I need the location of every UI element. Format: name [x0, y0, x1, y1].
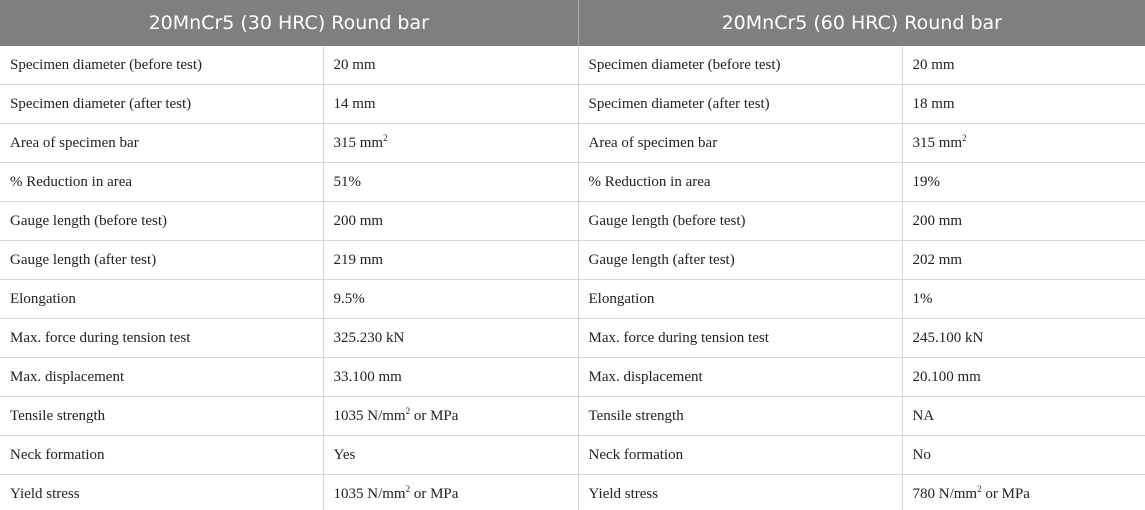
- value-30hrc-text: 200 mm: [333, 212, 384, 229]
- label-60hrc: [578, 124, 902, 163]
- superscript: 2: [977, 483, 982, 494]
- superscript: 2: [962, 132, 967, 143]
- value-30hrc: [323, 202, 578, 241]
- label-30hrc: [0, 280, 323, 319]
- value-30hrc: [323, 319, 578, 358]
- value-60hrc: [902, 358, 1145, 397]
- label-60hrc: [578, 319, 902, 358]
- label-60hrc-text: Tensile strength: [588, 407, 684, 424]
- label-60hrc: [578, 163, 902, 202]
- label-30hrc: [0, 241, 323, 280]
- unit-suffix: or MPa: [981, 485, 1030, 502]
- value-60hrc: [902, 124, 1145, 163]
- label-30hrc-text: Area of specimen bar: [10, 134, 139, 151]
- value-30hrc: [323, 475, 578, 510]
- value-30hrc-text: 33.100 mm: [333, 368, 402, 385]
- value-30hrc: [323, 85, 578, 124]
- label-60hrc: [578, 85, 902, 124]
- value-30hrc-text: 1035 N/mm: [333, 485, 406, 502]
- value-60hrc: [902, 319, 1145, 358]
- label-30hrc-text: Gauge length (after test): [10, 251, 157, 268]
- value-60hrc-text: 315 mm: [912, 134, 963, 151]
- label-30hrc: [0, 124, 323, 163]
- value-60hrc: [902, 436, 1145, 475]
- value-60hrc-text: 245.100 kN: [912, 329, 984, 346]
- value-30hrc-text: 219 mm: [333, 251, 384, 268]
- label-60hrc: [578, 436, 902, 475]
- label-30hrc: [0, 475, 323, 510]
- table-row: [0, 85, 1145, 124]
- value-30hrc: [323, 163, 578, 202]
- value-60hrc: [902, 397, 1145, 436]
- value-60hrc-text: 18 mm: [912, 95, 955, 112]
- unit-suffix: or MPa: [410, 407, 459, 424]
- value-30hrc: [323, 241, 578, 280]
- value-30hrc: [323, 124, 578, 163]
- label-30hrc-text: % Reduction in area: [10, 173, 133, 190]
- value-60hrc: [902, 46, 1145, 85]
- label-60hrc: [578, 475, 902, 510]
- table-row: [0, 319, 1145, 358]
- label-60hrc: [578, 202, 902, 241]
- value-60hrc-text: No: [912, 446, 931, 463]
- value-60hrc-text: 1%: [912, 290, 933, 307]
- label-60hrc-text: Specimen diameter (after test): [588, 95, 770, 112]
- value-30hrc-text: 14 mm: [333, 95, 376, 112]
- value-60hrc-text: 19%: [912, 173, 941, 190]
- superscript: 2: [383, 132, 388, 143]
- table-row: [0, 202, 1145, 241]
- label-60hrc-text: Max. force during tension test: [588, 329, 769, 346]
- table-row: [0, 163, 1145, 202]
- value-60hrc-text: NA: [912, 407, 935, 424]
- label-30hrc-text: Neck formation: [10, 446, 105, 463]
- value-60hrc: [902, 241, 1145, 280]
- unit-suffix: or MPa: [410, 485, 459, 502]
- value-30hrc: [323, 280, 578, 319]
- value-60hrc-text: 20.100 mm: [912, 368, 981, 385]
- value-60hrc: [902, 475, 1145, 510]
- label-30hrc: [0, 358, 323, 397]
- label-30hrc: [0, 46, 323, 85]
- label-60hrc-text: Max. displacement: [588, 368, 703, 385]
- label-30hrc: [0, 397, 323, 436]
- table-row: [0, 46, 1145, 85]
- label-60hrc: [578, 397, 902, 436]
- value-30hrc-text: 1035 N/mm: [333, 407, 406, 424]
- table-body: [0, 46, 1145, 510]
- value-60hrc-text: 780 N/mm: [912, 485, 978, 502]
- value-30hrc: [323, 358, 578, 397]
- superscript: 2: [405, 405, 411, 416]
- label-60hrc-text: Elongation: [588, 290, 655, 307]
- value-60hrc: [902, 280, 1145, 319]
- value-30hrc-text: 20 mm: [333, 56, 376, 73]
- superscript: 2: [405, 483, 411, 494]
- value-30hrc-text: 325.230 kN: [333, 329, 405, 346]
- table-row: [0, 436, 1145, 475]
- label-60hrc-text: Specimen diameter (before test): [588, 56, 781, 73]
- table-row: [0, 124, 1145, 163]
- header-30hrc: 20MnCr5 (30 HRC) Round bar: [0, 0, 578, 46]
- label-30hrc: [0, 85, 323, 124]
- label-30hrc-text: Yield stress: [10, 485, 80, 502]
- label-60hrc-text: Yield stress: [588, 485, 659, 502]
- label-30hrc-text: Gauge length (before test): [10, 212, 168, 229]
- value-60hrc-text: 202 mm: [912, 251, 963, 268]
- label-30hrc-text: Max. displacement: [10, 368, 125, 385]
- label-30hrc: [0, 202, 323, 241]
- value-30hrc-text: 315 mm: [333, 134, 384, 151]
- label-30hrc-text: Max. force during tension test: [10, 329, 191, 346]
- label-60hrc-text: % Reduction in area: [588, 173, 711, 190]
- value-60hrc-text: 200 mm: [912, 212, 963, 229]
- header-60hrc: 20MnCr5 (60 HRC) Round bar: [578, 0, 1145, 46]
- value-30hrc: [323, 397, 578, 436]
- label-30hrc: [0, 319, 323, 358]
- value-30hrc-text: 9.5%: [333, 290, 365, 307]
- table-row: [0, 358, 1145, 397]
- label-60hrc: [578, 241, 902, 280]
- label-30hrc-text: Specimen diameter (before test): [10, 56, 202, 73]
- value-30hrc-text: Yes: [333, 446, 356, 463]
- header-row: [0, 0, 1145, 46]
- table-row: [0, 280, 1145, 319]
- table-row: [0, 397, 1145, 436]
- value-30hrc: [323, 46, 578, 85]
- table-row: [0, 475, 1145, 510]
- value-60hrc: [902, 202, 1145, 241]
- label-30hrc-text: Specimen diameter (after test): [10, 95, 192, 112]
- label-60hrc-text: Gauge length (after test): [588, 251, 735, 268]
- label-30hrc: [0, 436, 323, 475]
- label-60hrc: [578, 46, 902, 85]
- label-60hrc: [578, 358, 902, 397]
- label-30hrc-text: Tensile strength: [10, 407, 106, 424]
- value-60hrc: [902, 163, 1145, 202]
- label-30hrc-text: Elongation: [10, 290, 76, 307]
- value-60hrc: [902, 85, 1145, 124]
- table-row: [0, 241, 1145, 280]
- value-60hrc-text: 20 mm: [912, 56, 955, 73]
- label-60hrc-text: Gauge length (before test): [588, 212, 746, 229]
- value-30hrc: [323, 436, 578, 475]
- label-60hrc-text: Area of specimen bar: [588, 134, 718, 151]
- label-30hrc: [0, 163, 323, 202]
- label-60hrc-text: Neck formation: [588, 446, 684, 463]
- label-60hrc: [578, 280, 902, 319]
- value-30hrc-text: 51%: [333, 173, 361, 190]
